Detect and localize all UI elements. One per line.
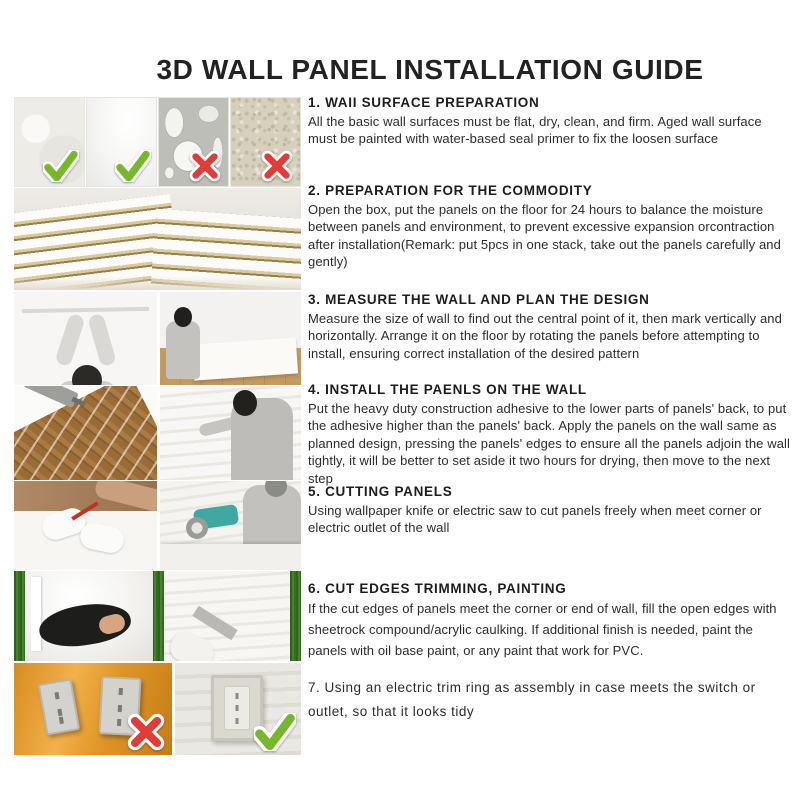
page-title: 3D WALL PANEL INSTALLATION GUIDE [156, 54, 704, 85]
worker-head [233, 390, 257, 416]
photo-arranging-panels-on-floor [160, 292, 301, 385]
photo-column [14, 97, 301, 755]
photo-applying-adhesive [14, 386, 157, 480]
work-table [160, 544, 301, 570]
worker-head [72, 365, 102, 385]
photo-trim-ring-outlet-approved [175, 663, 301, 755]
raised-arm [87, 313, 117, 367]
step-5-heading: 5. CUTTING PANELS [308, 484, 453, 499]
step-4 [308, 382, 790, 487]
panel-on-floor [192, 337, 298, 380]
step-3-body: Measure the size of wall to find out the central point of it, then mark vertically and horizontally. Arrange it on the floor by rotating the panels before attempting to install, ensuring correct installation of the desired pattern [308, 311, 782, 361]
floor-shadow [14, 276, 301, 290]
measuring-tape [22, 307, 149, 313]
photo-rough-plaster-wall-rejected [158, 97, 229, 187]
step-7-body: 7. Using an electric trim ring as assembly in case meets the switch or outlet, so that it looks tidy [308, 680, 756, 719]
kneeling-worker [166, 321, 200, 379]
check-icon [115, 150, 151, 182]
step-4-heading: 4. INSTALL THE PAENLS ON THE WALL [308, 382, 587, 397]
filled-edge [31, 577, 41, 651]
photo-marking-wall [14, 292, 157, 385]
photo-row-wall-surfaces [14, 97, 301, 187]
step-1-heading: 1. WAII SURFACE PREPARATION [308, 95, 540, 110]
step-6 [308, 581, 790, 661]
photo-smooth-wall-approved-1 [14, 97, 85, 187]
caulk-gun [23, 386, 79, 408]
cross-icon [187, 150, 223, 182]
step-3 [308, 292, 790, 362]
step-7 [308, 676, 790, 723]
step-1-body: All the basic wall surfaces must be flat, dry, clean, and firm. Aged wall surface must be painted with water-based seal primer to fix the loosen surface [308, 114, 762, 147]
photo-compound-spatula [25, 571, 153, 661]
step-2-heading: 2. PREPARATION FOR THE COMMODITY [308, 183, 593, 198]
step-6-body: If the cut edges of panels meet the corner or end of wall, fill the open edges with sheetrock compound/acrylic caulking. If additional finish is needed, paint the panels with oil base paint, or any paint that work for PVC. [308, 601, 777, 658]
saw-blade [186, 517, 208, 539]
putty-knife [192, 606, 237, 641]
white-glove [166, 627, 218, 661]
raised-arm [54, 313, 85, 367]
photo-smooth-wall-approved-2 [86, 97, 157, 187]
outlet-plate [224, 686, 250, 730]
photo-electric-saw-cutting [160, 481, 301, 570]
photo-row-trimming [14, 571, 301, 661]
step-4-body: Put the heavy duty construction adhesive to the lower parts of panels' back, to put the adhesive higher than the panels' back. Apply the panels on the wall same as planned design, pressing the panels' edges to ensure all the panels adjoin the wall tightly, it will be better to set aside it two hours for drying, then move to the next step [308, 401, 790, 486]
photo-pressing-panel-on-wall [160, 386, 301, 480]
photo-row-measuring [14, 292, 301, 385]
cross-icon [259, 150, 295, 182]
white-glove [78, 521, 126, 556]
photo-marking-panel-cut [14, 481, 157, 570]
step-2-body: Open the box, put the panels on the floor for 24 hours to balance the moisture between panels and environment, to prevent excessive expansion orcontraction after installation(Remark: put 5pcs in one stack, take out the panels carefully and gently) [308, 202, 781, 270]
photo-row-installing [14, 386, 301, 480]
check-icon [43, 150, 79, 182]
panel-back-wood [14, 386, 157, 480]
step-5-body: Using wallpaper knife or electric saw to cut panels freely when meet corner or electric outlet of the wall [308, 503, 762, 536]
cross-icon [125, 713, 167, 751]
photo-panel-stacks [14, 188, 301, 290]
worker-head [174, 307, 192, 327]
photo-row-cutting [14, 481, 301, 570]
photo-caulking-panel [164, 571, 290, 661]
photo-row-outlets [14, 663, 301, 755]
step-6-heading: 6. CUT EDGES TRIMMING, PAINTING [308, 581, 567, 596]
check-icon [254, 713, 296, 751]
step-3-heading: 3. MEASURE THE WALL AND PLAN THE DESIGN [308, 292, 650, 307]
step-2 [308, 183, 790, 271]
photo-textured-wall-rejected [230, 97, 301, 187]
step-1 [308, 95, 790, 148]
crooked-outlet [38, 678, 81, 735]
photo-messy-outlets-rejected [14, 663, 172, 755]
step-5 [308, 484, 790, 537]
